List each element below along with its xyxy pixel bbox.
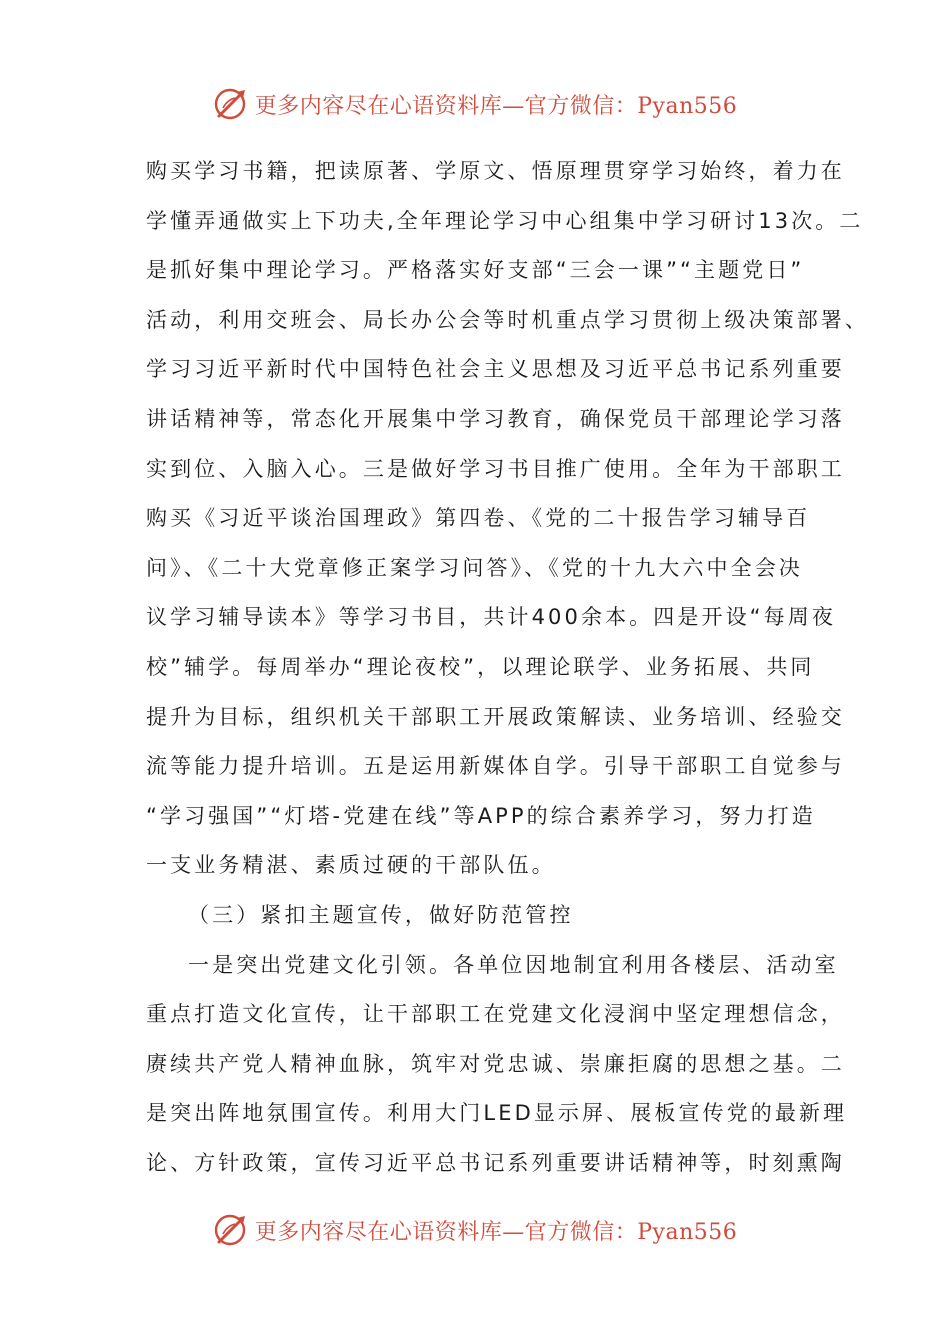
- header-wechat-id: Pyan556: [637, 93, 738, 119]
- text-line: 讲话精神等，常态化开展集中学习教育，确保党员干部理论学习落: [146, 406, 845, 431]
- text-line: 议学习辅导读本》等学习书目，共计400余本。四是开设“每周夜: [146, 605, 836, 630]
- text-line: 一支业务精湛、素质过硬的干部队伍。: [146, 853, 556, 878]
- pen-logo-icon: [213, 86, 249, 122]
- text-line: “学习强国”“灯塔-党建在线”等APP的综合素养学习，努力打造: [146, 803, 816, 828]
- text-line: 重点打造文化宣传，让干部职工在党建文化浸润中坚定理想信念，: [146, 1002, 845, 1027]
- footer-banner: [0, 1210, 950, 1250]
- text-line: 问》、《二十大党章修正案学习问答》、《党的十九大六中全会决: [146, 555, 803, 580]
- text-line: 校”辅学。每周举办“理论夜校”，以理论联学、业务拓展、共同: [146, 654, 815, 679]
- text-line: 活动，利用交班会、局长办公会等时机重点学习贯彻上级决策部署、: [146, 307, 869, 332]
- text-line: 学习习近平新时代中国特色社会主义思想及习近平总书记系列重要: [146, 357, 845, 382]
- section-heading: （三）紧扣主题宣传，做好防范管控: [188, 902, 574, 927]
- text-line: 提升为目标，组织机关干部职工开展政策解读、业务培训、经验交: [146, 704, 845, 729]
- text-line: 流等能力提升培训。五是运用新媒体自学。引导干部职工自觉参与: [146, 754, 845, 779]
- text-line: 一是突出党建文化引领。各单位因地制宜利用各楼层、活动室: [188, 952, 839, 977]
- text-line: 购买学习书籍，把读原著、学原文、悟原理贯穿学习始终，着力在: [146, 159, 845, 183]
- text-line: 实到位、入脑入心。三是做好学习书目推广使用。全年为干部职工: [146, 456, 845, 481]
- pen-logo-icon: [213, 1212, 249, 1248]
- text-line: 购买《习近平谈治国理政》第四卷、《党的二十报告学习辅导百: [146, 506, 811, 531]
- footer-banner-text: 更多内容尽在心语资料库—官方微信：Pyan556: [254, 1219, 738, 1245]
- text-line: 学懂弄通做实上下功夫,全年理论学习中心组集中学习研讨13次。二: [146, 208, 864, 233]
- text-line: 论、方针政策，宣传习近平总书记系列重要讲话精神等，时刻熏陶: [146, 1150, 845, 1175]
- text-line: 是抓好集中理论学习。严格落实好支部“三会一课”“主题党日”: [146, 258, 805, 283]
- header-banner-text: 更多内容尽在心语资料库—官方微信：Pyan556: [254, 93, 738, 119]
- text-line: 赓续共产党人精神血脉，筑牢对党忠诚、崇廉拒腐的思想之基。二: [146, 1051, 845, 1076]
- text-line: 是突出阵地氛围宣传。利用大门LED显示屏、展板宣传党的最新理: [146, 1101, 848, 1126]
- header-banner: [0, 84, 950, 124]
- footer-wechat-id: Pyan556: [637, 1219, 738, 1245]
- document-body: [146, 154, 869, 1195]
